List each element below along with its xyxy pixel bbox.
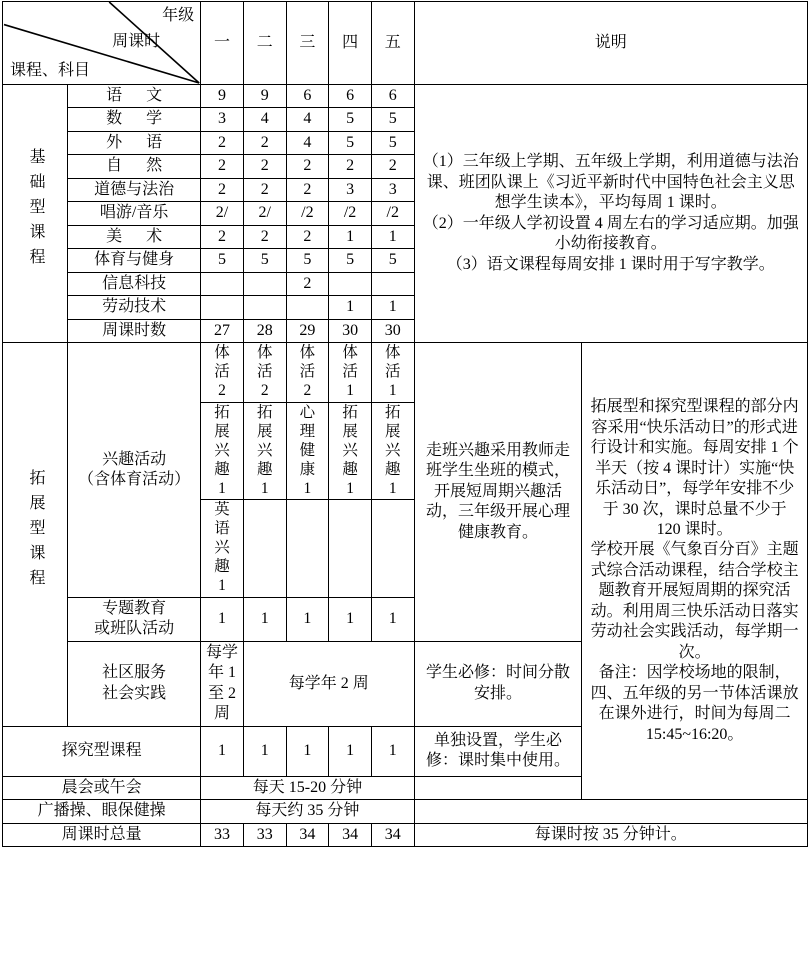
stack-line: 兴 — [214, 441, 230, 459]
cell-value: 2 — [201, 131, 244, 154]
subject-char-b: 文 — [146, 87, 163, 104]
subject-char-a: 语 — [106, 87, 123, 104]
cell-stacked — [329, 402, 372, 500]
category-basic-label: 基础型课程 — [27, 147, 45, 273]
stack-line: 趣 — [214, 558, 230, 576]
category-extended-label: 拓展型课程 — [27, 468, 45, 594]
community-value-grade2to5: 每学年 2 周 — [243, 641, 414, 726]
interest-activity-line2: （含体育活动） — [78, 471, 191, 489]
subject-name — [68, 108, 201, 131]
category-extended — [3, 343, 68, 727]
stack-line: 活 — [256, 363, 273, 381]
subject-char-b: 然 — [146, 157, 163, 175]
cell-value: 2 — [286, 155, 329, 178]
subject-char-a: 美 — [106, 227, 123, 245]
stack-line: 1 — [388, 479, 397, 497]
cell-value: 6 — [371, 85, 414, 108]
subject-char-a: 外 — [106, 133, 123, 151]
cell-value: 2/ — [201, 202, 244, 225]
cell-value: 1 — [201, 597, 244, 641]
cell-stacked — [371, 402, 414, 500]
cell-value: 28 — [243, 319, 286, 342]
cell-value — [371, 272, 414, 295]
cell-value: 5 — [201, 249, 244, 272]
cell-stacked — [201, 402, 244, 500]
stack-line: 趣 — [385, 460, 401, 478]
community-note-cell: 学生必修：时间分散安排。 — [414, 641, 582, 726]
category-basic — [3, 85, 68, 343]
cell-value: 5 — [371, 108, 414, 131]
cell-empty — [414, 800, 807, 823]
cell-value: 2/ — [243, 202, 286, 225]
cell-value: 3 — [329, 178, 372, 201]
cell-value: 4 — [286, 131, 329, 154]
note-column-header: 说明 — [414, 2, 807, 85]
cell-stacked — [243, 402, 286, 500]
cell-value: 4 — [243, 108, 286, 131]
subject-char-a: 自 — [106, 157, 123, 175]
cell-value: 1 — [371, 225, 414, 248]
cell-value — [201, 296, 244, 319]
table-row-exercises — [3, 800, 808, 823]
corner-grade-label: 年级 — [162, 7, 195, 24]
stack-line: 体 — [214, 344, 230, 362]
subject-name — [68, 131, 201, 154]
cell-value: 34 — [371, 823, 414, 846]
subject-name: 体育与健身 — [68, 249, 201, 272]
cell-value: 2 — [329, 155, 372, 178]
basic-note-2: （2）一年级人学初设置 4 周左右的学习适应期。加强小幼衔接教育。 — [422, 214, 799, 253]
cell-empty — [329, 500, 372, 598]
cell-value: 2 — [371, 155, 414, 178]
cell-value: /2 — [286, 202, 329, 225]
cell-value: 1 — [329, 296, 372, 319]
cell-value: 5 — [329, 249, 372, 272]
cell-stacked — [286, 402, 329, 500]
cell-value: 34 — [286, 823, 329, 846]
table-row-weekly-total — [3, 823, 808, 846]
stack-line: 1 — [218, 577, 226, 595]
cell-value: 1 — [286, 726, 329, 776]
cell-value: 3 — [371, 178, 414, 201]
cell-stacked — [201, 343, 244, 403]
cell-value: 1 — [201, 726, 244, 776]
cell-value: 5 — [286, 249, 329, 272]
subject-name: 信息科技 — [68, 272, 201, 295]
cell-value — [243, 272, 286, 295]
stack-line: 1 — [346, 381, 354, 399]
stack-line: 心 — [299, 403, 316, 421]
cell-value: 1 — [329, 726, 372, 776]
weekly-total-label: 周课时总量 — [3, 823, 201, 846]
cell-value: 30 — [329, 319, 372, 342]
cell-stacked — [371, 343, 414, 403]
stack-line: 拓 — [214, 403, 230, 421]
stack-line: 1 — [388, 381, 397, 399]
extended-note-1: 拓展型和探究型课程的部分内容采用“快乐活动日”的形式进行设计和实施。每周安排 1 个半天（按 4 课时计）实施“快乐活动日”，每学年安排不少于 30 次，课时总量不少于 120 课时。 — [590, 398, 799, 538]
cell-value: 27 — [201, 319, 244, 342]
subject-name: 道德与法治 — [68, 178, 201, 201]
stack-line: 活 — [342, 363, 358, 381]
cell-value: /2 — [329, 202, 372, 225]
subject-name: 周课时数 — [68, 319, 201, 342]
cell-value: 1 — [243, 726, 286, 776]
subject-char-b: 语 — [146, 133, 163, 151]
subject-char-b: 术 — [146, 227, 163, 245]
extended-note-3: 备注：因学校场地的限制，四、五年级的另一节体活课放在课外进行，时间为每周二 15:45~16:20。 — [590, 664, 799, 743]
cell-value — [329, 272, 372, 295]
community-value-grade1: 每学年 1 至 2 周 — [201, 641, 244, 726]
stack-line: 展 — [256, 422, 273, 440]
cell-value: 2 — [286, 178, 329, 201]
cell-value: 33 — [243, 823, 286, 846]
morning-meeting-value: 每天 15-20 分钟 — [201, 776, 414, 799]
cell-value: 2 — [243, 178, 286, 201]
stack-line: 康 — [299, 460, 316, 478]
cell-empty — [286, 500, 329, 598]
cell-value: 1 — [371, 296, 414, 319]
stack-line: 2 — [260, 381, 269, 399]
cell-value: 5 — [329, 131, 372, 154]
cell-value: 1 — [329, 225, 372, 248]
cell-stacked — [201, 500, 244, 598]
cell-empty — [243, 500, 286, 598]
interest-note-text: 走班兴趣采用教师走班学生坐班的模式，开展短周期兴趣活动，三年级开展心理健康教育。 — [425, 441, 570, 541]
cell-value: 3 — [201, 108, 244, 131]
cell-value: 2 — [286, 225, 329, 248]
morning-meeting-label: 晨会或午会 — [3, 776, 201, 799]
cell-stacked — [286, 343, 329, 403]
cell-value: 5 — [371, 131, 414, 154]
community-service-name — [68, 641, 201, 726]
cell-value: 6 — [286, 85, 329, 108]
interest-note-cell — [414, 343, 582, 642]
cell-value: 1 — [371, 597, 414, 641]
stack-line: 英 — [214, 501, 230, 519]
stack-line: 拓 — [256, 403, 273, 421]
grade-header-1: 一 — [201, 2, 244, 85]
cell-value: 2 — [201, 225, 244, 248]
cell-value: 1 — [329, 597, 372, 641]
subject-name: 唱游/音乐 — [68, 202, 201, 225]
stack-line: 2 — [218, 381, 226, 399]
stack-line: 兴 — [256, 441, 273, 459]
stack-line: 体 — [385, 344, 401, 362]
stack-line: 语 — [214, 520, 230, 538]
cell-value: 34 — [329, 823, 372, 846]
extended-note-2: 学校开展《气象百分百》主题式综合活动课程，结合学校主题教育开展短周期的探究活动。利用周三快乐活动日落实劳动社会实践活动，每学期一次。 — [590, 541, 799, 661]
table-row — [3, 85, 808, 108]
cell-value: 5 — [243, 249, 286, 272]
stack-line: 拓 — [385, 403, 401, 421]
basic-note-1: （1）三年级上学期、五年级上学期，利用道德与法治课、班团队课上《习近平新时代中国特色社会主义思想学生读本》，平均每周 1 课时。 — [422, 153, 799, 212]
stack-line: 健 — [299, 441, 316, 459]
stack-line: 1 — [346, 479, 354, 497]
stack-line: 兴 — [342, 441, 358, 459]
subject-name — [68, 85, 201, 108]
stack-line: 趣 — [256, 460, 273, 478]
table-row — [3, 343, 808, 403]
basic-note-cell — [414, 85, 807, 343]
stack-line: 趣 — [214, 460, 230, 478]
stack-line: 体 — [256, 344, 273, 362]
grade-header-5: 五 — [371, 2, 414, 85]
cell-value: 5 — [329, 108, 372, 131]
cell-value: 2 — [201, 155, 244, 178]
cell-value: 4 — [286, 108, 329, 131]
subject-name — [68, 155, 201, 178]
curriculum-table — [2, 1, 808, 847]
corner-period-label: 周课时 — [112, 33, 161, 50]
cell-stacked — [243, 343, 286, 403]
special-education-name — [68, 597, 201, 641]
table-row-morning-meeting — [3, 776, 808, 799]
grade-header-3: 三 — [286, 2, 329, 85]
cell-value: 2 — [243, 131, 286, 154]
stack-line: 展 — [385, 422, 401, 440]
special-education-line2: 或班队活动 — [94, 620, 175, 638]
stack-line: 拓 — [342, 403, 358, 421]
basic-note-3: （3）语文课程每周安排 1 课时用于写字教学。 — [446, 255, 775, 273]
stack-line: 1 — [260, 479, 269, 497]
inquiry-note-cell: 单独设置，学生必修：课时集中使用。 — [414, 726, 582, 776]
cell-value: 1 — [371, 726, 414, 776]
stack-line: 展 — [214, 422, 230, 440]
cell-value: 6 — [329, 85, 372, 108]
cell-value: 33 — [201, 823, 244, 846]
cell-value: 2 — [243, 155, 286, 178]
extended-note-right-cell — [582, 343, 808, 800]
cell-value: 2 — [286, 272, 329, 295]
cell-value: 9 — [243, 85, 286, 108]
special-education-line1: 专题教育 — [102, 599, 167, 617]
cell-value: 9 — [201, 85, 244, 108]
stack-line: 理 — [299, 422, 316, 440]
stack-line: 活 — [214, 363, 230, 381]
grade-header-4: 四 — [329, 2, 372, 85]
subject-char-a: 数 — [106, 110, 123, 128]
cell-empty — [371, 500, 414, 598]
cell-value — [286, 296, 329, 319]
community-service-line1: 社区服务 — [102, 664, 167, 682]
interest-activity-line1: 兴趣活动 — [102, 450, 167, 468]
corner-course-label: 课程、科目 — [10, 61, 91, 79]
stack-line: 活 — [299, 363, 316, 381]
community-service-line2: 社会实践 — [102, 684, 167, 702]
stack-line: 兴 — [214, 539, 230, 557]
subject-char-b: 学 — [146, 110, 163, 128]
stack-line: 展 — [342, 422, 358, 440]
table-header-row — [3, 2, 808, 85]
cell-value: 2 — [243, 225, 286, 248]
stack-line: 活 — [385, 363, 401, 381]
cell-value: 2 — [201, 178, 244, 201]
subject-name: 劳动技术 — [68, 296, 201, 319]
cell-value: /2 — [371, 202, 414, 225]
interest-activity-name — [68, 343, 201, 598]
stack-line: 体 — [342, 344, 358, 362]
exercises-value: 每天约 35 分钟 — [201, 800, 414, 823]
corner-header-cell — [3, 2, 201, 85]
stack-line: 1 — [218, 479, 226, 497]
cell-empty — [414, 776, 807, 799]
stack-line: 体 — [299, 344, 316, 362]
stack-line: 兴 — [385, 441, 401, 459]
exercises-label: 广播操、眼保健操 — [3, 800, 201, 823]
cell-value: 5 — [371, 249, 414, 272]
cell-stacked — [329, 343, 372, 403]
inquiry-name: 探究型课程 — [3, 726, 201, 776]
cell-value: 1 — [243, 597, 286, 641]
cell-value: 1 — [286, 597, 329, 641]
cell-value — [201, 272, 244, 295]
grade-header-2: 二 — [243, 2, 286, 85]
cell-value — [243, 296, 286, 319]
cell-value: 30 — [371, 319, 414, 342]
subject-name — [68, 225, 201, 248]
cell-value: 29 — [286, 319, 329, 342]
stack-line: 趣 — [342, 460, 358, 478]
stack-line: 1 — [303, 479, 312, 497]
weekly-total-note: 每课时按 35 分钟计。 — [414, 823, 807, 846]
stack-line: 2 — [303, 381, 312, 399]
